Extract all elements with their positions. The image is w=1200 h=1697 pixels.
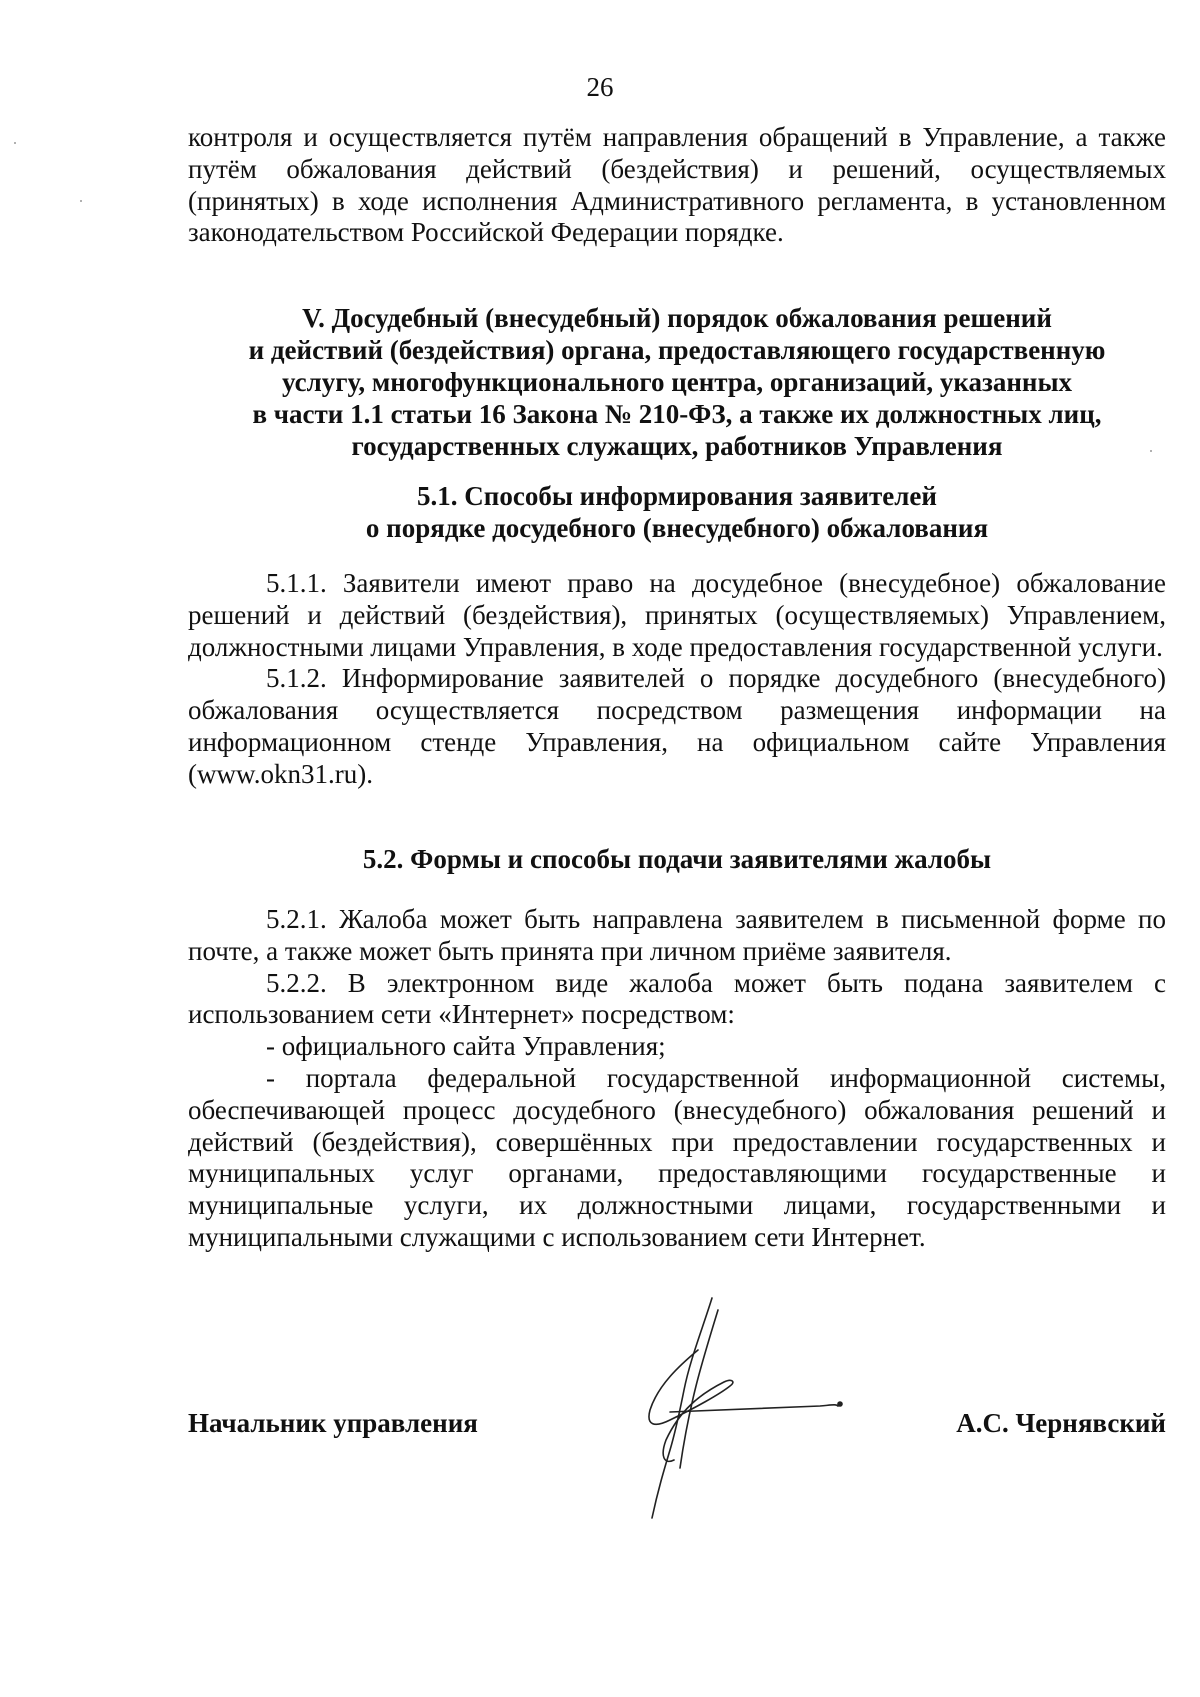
- scan-speck: [14, 142, 16, 144]
- bullet-item-2: - портала федеральной государственной информационной системы, обеспечивающей процесс досудебного (внесудебного) обжалования решений и действий (бездействия), совершённых при предоставлении государственных и муниципальных услуг органами, предоставляющими государственные и муниципальные услуги, их должностными лицами, государственными и муниципальными служащими с использованием сети Интернет.: [188, 1062, 1166, 1252]
- signatory-name: А.С. Чернявский: [956, 1408, 1166, 1438]
- section-5-1-heading-line: 5.1. Способы информирования заявителей: [417, 481, 937, 511]
- page-number: 26: [586, 72, 614, 102]
- bullet-item-1: - официального сайта Управления;: [266, 1031, 666, 1062]
- signatory-title: Начальник управления: [188, 1408, 478, 1438]
- section-v-heading: [188, 302, 1166, 462]
- section-5-1-heading-line: о порядке досудебного (внесудебного) обжалования: [365, 513, 989, 543]
- paragraph-5-2-1: 5.2.1. Жалоба может быть направлена заявителем в письменной форме по почте, а также может быть принята при личном приёме заявителя.: [188, 904, 1166, 966]
- scan-speck: [1150, 450, 1152, 452]
- paragraph-5-1-2: 5.1.2. Информирование заявителей о порядке досудебного (внесудебного) обжалования осуществляется посредством размещения информации на информационном стенде Управления, на официальном сайте Управления (www.okn31.ru).: [188, 663, 1166, 789]
- section-v-heading-line: государственных служащих, работников Управления: [351, 431, 1003, 461]
- intro-paragraph: контроля и осуществляется путём направления обращений в Управление, а также путём обжалования действий (бездействия) и решений, осуществляемых (принятых) в ходе исполнения Административного регламента, в установленном законодательством Российской Федерации порядке.: [188, 122, 1166, 248]
- handwritten-signature: [640, 1290, 870, 1530]
- section-5-1-body: [188, 568, 1166, 791]
- section-v-heading-line: в части 1.1 статьи 16 Закона № 210-ФЗ, а также их должностных лиц,: [252, 399, 1102, 429]
- paragraph-5-1-1: 5.1.1. Заявители имеют право на досудебное (внесудебное) обжалование решений и действий (бездействия), принятых (осуществляемых) Управлением, должностными лицами Управления, в ходе предоставления государственной услуги.: [188, 568, 1166, 662]
- section-v-heading-line: V. Досудебный (внесудебный) порядок обжалования решений: [302, 303, 1052, 333]
- section-v-heading-line: и действий (бездействия) органа, предоставляющего государственную: [248, 335, 1106, 365]
- scan-speck: [80, 200, 82, 202]
- section-5-1-heading: [188, 480, 1166, 544]
- section-v-heading-line: услугу, многофункционального центра, организаций, указанных: [281, 367, 1073, 397]
- intro-block: [188, 122, 1166, 249]
- section-5-2-body: [188, 904, 1166, 1254]
- section-5-2-heading: 5.2. Формы и способы подачи заявителями жалобы: [362, 844, 992, 874]
- paragraph-5-2-2: 5.2.2. В электронном виде жалоба может быть подана заявителем с использованием сети «Интернет» посредством:: [188, 967, 1166, 1030]
